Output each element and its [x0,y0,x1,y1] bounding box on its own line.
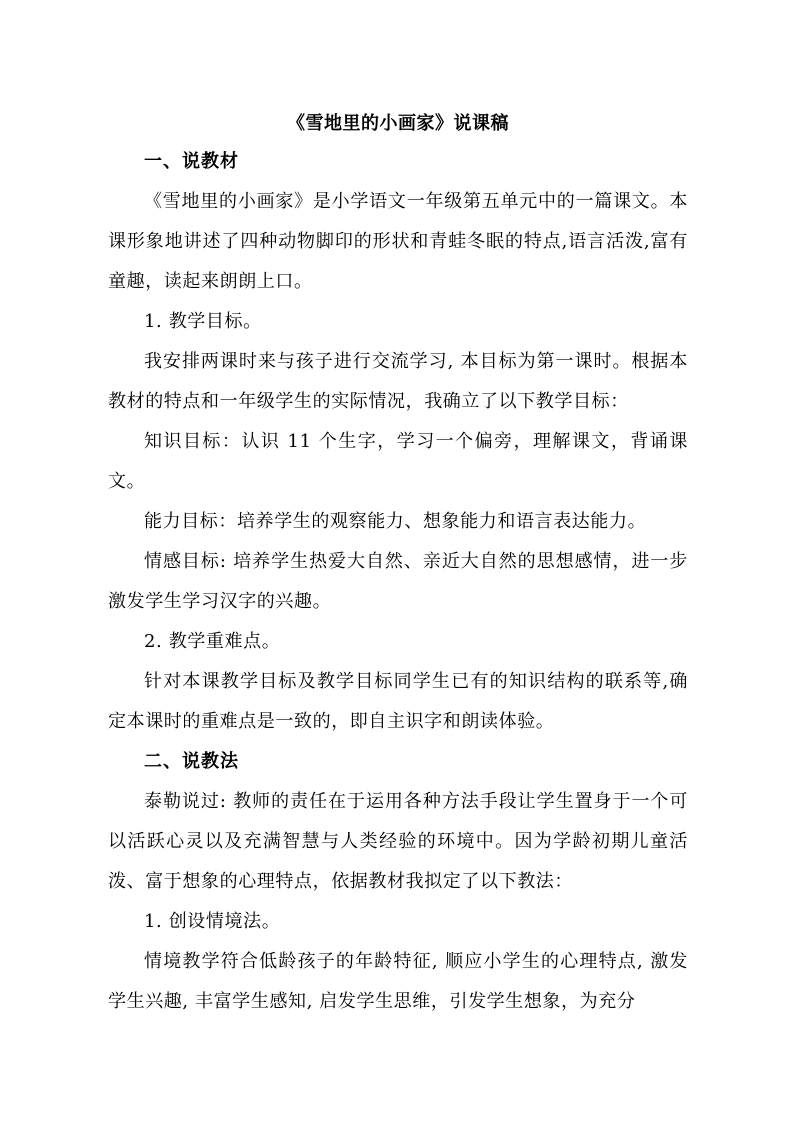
paragraph: 泰勒说过: 教师的责任在于运用各种方法手段让学生置身于一个可以活跃心灵以及充满智慧与人类经验的环境中。因为学龄初期儿童活泼、富于想象的心理特点，依据教材我拟定了以下教法： [108,791,688,892]
paragraph: 情境教学符合低龄孩子的年龄特征, 顺应小学生的心理特点, 激发学生兴趣, 丰富学生感知, 启发学生思维，引发学生想象，为充分 [108,951,688,1012]
paragraph: 2. 教学重难点。 [144,631,281,652]
section-heading: 二、说教法 [144,751,239,772]
paragraph: 1. 教学目标。 [144,311,262,332]
section-heading: 一、说教材 [144,151,239,172]
paragraph: 知识目标：认识 11 个生字，学习一个偏旁，理解课文，背诵课文。 [108,431,688,492]
paragraph: 情感目标: 培养学生热爱大自然、亲近大自然的思想感情，进一步激发学生学习汉字的兴趣。 [108,551,688,612]
paragraph: 能力目标：培养学生的观察能力、想象能力和语言表达能力。 [144,511,647,532]
paragraph: 1. 创设情境法。 [144,911,281,932]
document-title: 《雪地里的小画家》说课稿 [287,113,509,134]
paragraph: 我安排两课时来与孩子进行交流学习, 本目标为第一课时。根据本教材的特点和一年级学生的实际情况，我确立了以下教学目标： [108,351,688,412]
document-body [108,106,688,1022]
paragraph: 《雪地里的小画家》是小学语文一年级第五单元中的一篇课文。本课形象地讲述了四种动物脚印的形状和青蛙冬眠的特点,语言活泼,富有童趣，读起来朗朗上口。 [108,191,688,292]
paragraph: 针对本课教学目标及教学目标同学生已有的知识结构的联系等,确定本课时的重难点是一致的，即自主识字和朗读体验。 [108,671,688,732]
